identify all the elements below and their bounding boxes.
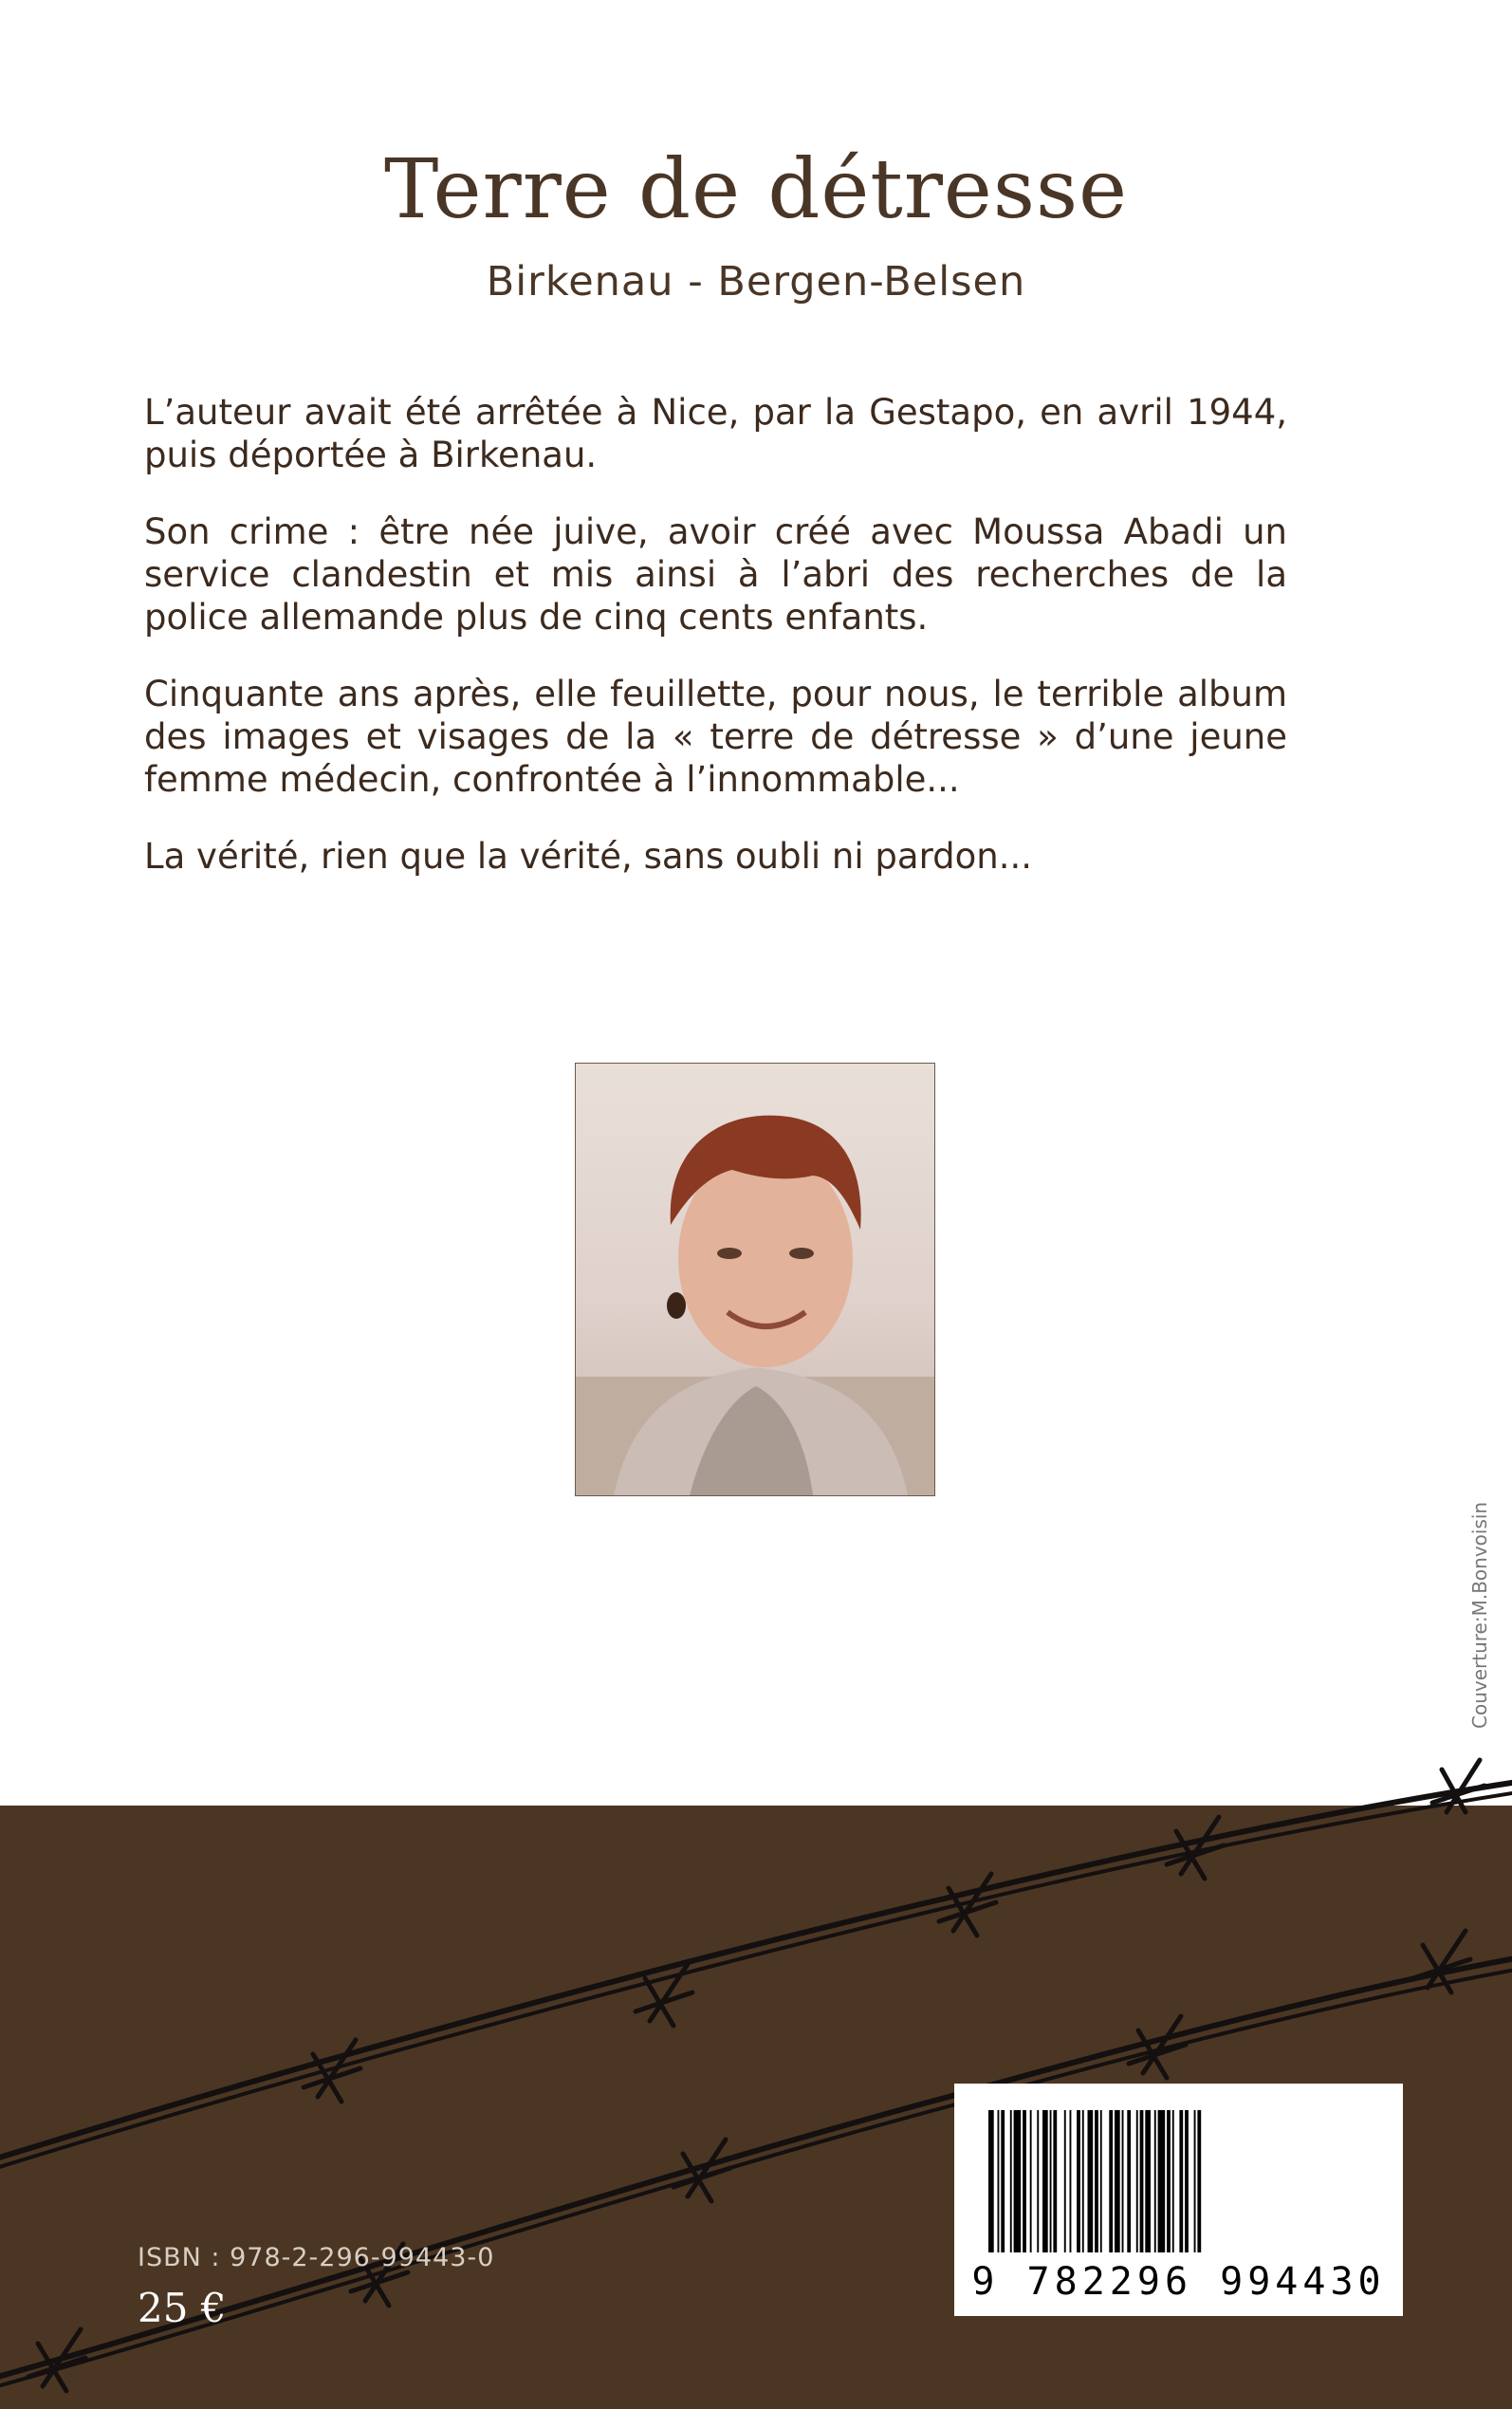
barcode-bar	[1136, 2110, 1138, 2252]
barcode-bar	[1194, 2110, 1196, 2252]
barcode-bar	[1001, 2110, 1005, 2252]
cover-credit: Couverture:M.Bonvoisin	[1468, 1501, 1491, 1729]
barcode-bar	[1167, 2110, 1171, 2252]
barcode-bars	[954, 2084, 1403, 2264]
barcode-bar	[1185, 2110, 1189, 2252]
blurb-paragraph-4: La vérité, rien que la vérité, sans oubli ni pardon...	[144, 836, 1032, 877]
blurb-paragraph-3: Cinquante ans après, elle feuillette, pour nous, le terrible album des images et visages de la « terre de détresse » d’une jeune femme médecin, confrontée à l’innommable...	[144, 674, 1287, 800]
barcode-bar	[1010, 2110, 1012, 2252]
barcode-bar	[1077, 2110, 1080, 2252]
book-title: Terre de détresse	[384, 142, 1128, 237]
barcode-bar	[1088, 2110, 1094, 2252]
price-label: 25 €	[138, 2285, 227, 2331]
barcode-bar	[1172, 2110, 1174, 2252]
barcode-bar	[1158, 2110, 1166, 2252]
isbn-label: ISBN : 978-2-296-99443-0	[138, 2243, 495, 2272]
barcode-bar	[1023, 2110, 1026, 2252]
barcode-bar	[1070, 2110, 1072, 2252]
blurb-paragraph-2: Son crime : être née juive, avoir créé avec Moussa Abadi un service clandestin et mis ainsi à l’abri des recherches de la police allemande plus de cinq cents enfants.	[144, 511, 1287, 638]
barcode-digits: 9 782296 994430	[971, 2260, 1386, 2304]
barcode-bar	[1095, 2110, 1098, 2252]
blurb-paragraph-1: L’auteur avait été arrêtée à Nice, par la Gestapo, en avril 1944, puis déportée à Birkenau.	[144, 392, 1287, 475]
barcode-bar	[1082, 2110, 1084, 2252]
barcode-bar	[1140, 2110, 1144, 2252]
barcode-bar	[1154, 2110, 1156, 2252]
barcode-bar	[1100, 2110, 1102, 2252]
barcode-bar	[1115, 2110, 1120, 2252]
barcode-bar	[1014, 2110, 1022, 2252]
barcode-bar	[1064, 2110, 1066, 2252]
barcode-bar	[1037, 2110, 1039, 2252]
barcode-bar	[1122, 2110, 1124, 2252]
book-subtitle: Birkenau - Bergen-Belsen	[486, 258, 1026, 306]
barcode-bar	[1197, 2110, 1201, 2252]
author-portrait-illustration	[576, 1064, 934, 1495]
barcode	[954, 2084, 1403, 2316]
barcode-bar	[1030, 2110, 1032, 2252]
barcode-bar	[988, 2110, 994, 2252]
blurb	[144, 391, 1287, 912]
author-photo	[575, 1063, 935, 1496]
barcode-bar	[1050, 2110, 1052, 2252]
barcode-bar	[998, 2110, 1000, 2252]
barcode-bar	[1053, 2110, 1057, 2252]
barcode-bar	[1127, 2110, 1131, 2252]
barcode-bar	[1145, 2110, 1151, 2252]
barcode-bar	[1042, 2110, 1048, 2252]
barcode-bar	[1179, 2110, 1183, 2252]
barcode-bar	[1109, 2110, 1113, 2252]
